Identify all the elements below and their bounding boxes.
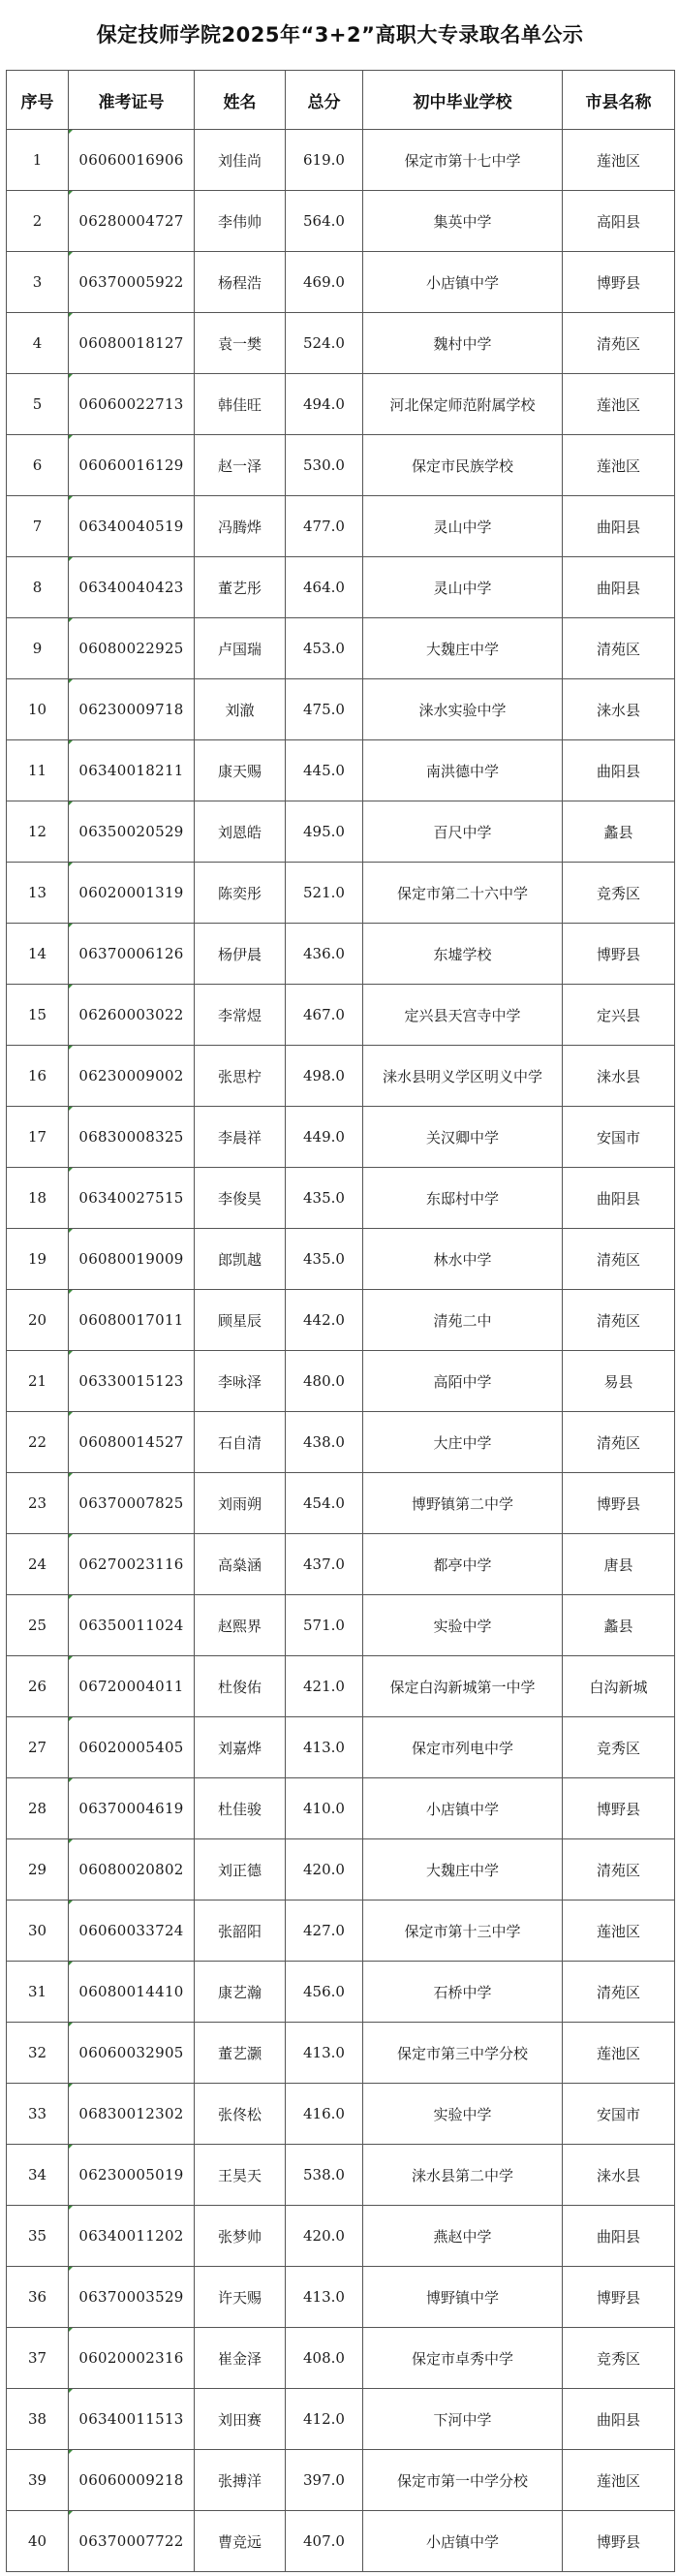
cell-name: 王昊天 (195, 2145, 286, 2206)
cell-name: 刘雨朔 (195, 1473, 286, 1534)
cell-district: 清苑区 (563, 1290, 675, 1351)
cell-district: 易县 (563, 1351, 675, 1412)
cell-district: 涞水县 (563, 1046, 675, 1107)
cell-middle-school: 下河中学 (363, 2389, 563, 2450)
table-row (7, 496, 675, 557)
cell-name: 高燊涵 (195, 1534, 286, 1595)
cell-district: 安国市 (563, 2084, 675, 2145)
table-row (7, 252, 675, 313)
cell-name: 陈奕彤 (195, 863, 286, 924)
cell-seq: 10 (7, 679, 69, 740)
cell-seq: 22 (7, 1412, 69, 1473)
cell-district: 清苑区 (563, 618, 675, 679)
cell-exam-number: 06340040519 (69, 496, 195, 557)
cell-middle-school: 实验中学 (363, 2084, 563, 2145)
cell-seq: 30 (7, 1901, 69, 1962)
table-body (7, 130, 675, 2572)
cell-district: 蠡县 (563, 801, 675, 863)
cell-middle-school: 灵山中学 (363, 496, 563, 557)
cell-middle-school: 涞水县第二中学 (363, 2145, 563, 2206)
cell-total-score: 498.0 (286, 1046, 363, 1107)
cell-middle-school: 都亭中学 (363, 1534, 563, 1595)
cell-seq: 24 (7, 1534, 69, 1595)
cell-seq: 3 (7, 252, 69, 313)
cell-middle-school: 保定市第三中学分校 (363, 2023, 563, 2084)
cell-district: 莲池区 (563, 435, 675, 496)
cell-middle-school: 保定市民族学校 (363, 435, 563, 496)
cell-middle-school: 保定市列电中学 (363, 1717, 563, 1778)
cell-district: 清苑区 (563, 313, 675, 374)
cell-total-score: 454.0 (286, 1473, 363, 1534)
cell-total-score: 410.0 (286, 1778, 363, 1839)
cell-middle-school: 保定白沟新城第一中学 (363, 1656, 563, 1717)
cell-middle-school: 灵山中学 (363, 557, 563, 618)
table-row (7, 1534, 675, 1595)
table-row (7, 1656, 675, 1717)
cell-name: 康艺瀚 (195, 1962, 286, 2023)
cell-seq: 16 (7, 1046, 69, 1107)
header-middle-school: 初中毕业学校 (363, 71, 563, 130)
cell-name: 石自清 (195, 1412, 286, 1473)
cell-total-score: 477.0 (286, 496, 363, 557)
cell-name: 袁一樊 (195, 313, 286, 374)
table-row (7, 924, 675, 985)
cell-exam-number: 06350011024 (69, 1595, 195, 1656)
cell-name: 顾星辰 (195, 1290, 286, 1351)
table-row (7, 2023, 675, 2084)
cell-middle-school: 林水中学 (363, 1229, 563, 1290)
cell-district: 曲阳县 (563, 2389, 675, 2450)
cell-exam-number: 06060016129 (69, 435, 195, 496)
table-row (7, 801, 675, 863)
cell-exam-number: 06370005922 (69, 252, 195, 313)
table-row (7, 1290, 675, 1351)
cell-total-score: 437.0 (286, 1534, 363, 1595)
cell-name: 刘恩皓 (195, 801, 286, 863)
cell-exam-number: 06350020529 (69, 801, 195, 863)
table-row (7, 2206, 675, 2267)
cell-name: 刘嘉烨 (195, 1717, 286, 1778)
table-row (7, 1351, 675, 1412)
cell-name: 张梦帅 (195, 2206, 286, 2267)
table-row (7, 2328, 675, 2389)
cell-seq: 35 (7, 2206, 69, 2267)
cell-middle-school: 涞水县明义学区明义中学 (363, 1046, 563, 1107)
cell-district: 蠡县 (563, 1595, 675, 1656)
cell-exam-number: 06330015123 (69, 1351, 195, 1412)
table-row (7, 1839, 675, 1901)
cell-total-score: 445.0 (286, 740, 363, 801)
cell-total-score: 475.0 (286, 679, 363, 740)
table-row (7, 985, 675, 1046)
cell-exam-number: 06340018211 (69, 740, 195, 801)
cell-middle-school: 大魏庄中学 (363, 1839, 563, 1901)
cell-total-score: 435.0 (286, 1168, 363, 1229)
table-header-row (7, 71, 675, 130)
table-row (7, 313, 675, 374)
cell-middle-school: 大庄中学 (363, 1412, 563, 1473)
cell-total-score: 530.0 (286, 435, 363, 496)
cell-total-score: 464.0 (286, 557, 363, 618)
cell-seq: 12 (7, 801, 69, 863)
cell-name: 许天赐 (195, 2267, 286, 2328)
cell-middle-school: 博野镇中学 (363, 2267, 563, 2328)
table-row (7, 1412, 675, 1473)
cell-total-score: 619.0 (286, 130, 363, 191)
cell-middle-school: 保定市第二十六中学 (363, 863, 563, 924)
cell-exam-number: 06370003529 (69, 2267, 195, 2328)
cell-name: 赵一泽 (195, 435, 286, 496)
cell-exam-number: 06830012302 (69, 2084, 195, 2145)
cell-middle-school: 保定市第一中学分校 (363, 2450, 563, 2511)
cell-middle-school: 博野镇第二中学 (363, 1473, 563, 1534)
cell-district: 博野县 (563, 1473, 675, 1534)
cell-middle-school: 清苑二中 (363, 1290, 563, 1351)
cell-district: 竞秀区 (563, 2328, 675, 2389)
cell-exam-number: 06020005405 (69, 1717, 195, 1778)
cell-exam-number: 06060009218 (69, 2450, 195, 2511)
cell-district: 莲池区 (563, 2023, 675, 2084)
cell-seq: 19 (7, 1229, 69, 1290)
cell-seq: 5 (7, 374, 69, 435)
cell-total-score: 521.0 (286, 863, 363, 924)
cell-exam-number: 06340027515 (69, 1168, 195, 1229)
table-row (7, 2389, 675, 2450)
cell-seq: 40 (7, 2511, 69, 2572)
cell-seq: 14 (7, 924, 69, 985)
cell-district: 曲阳县 (563, 1168, 675, 1229)
cell-total-score: 538.0 (286, 2145, 363, 2206)
cell-district: 白沟新城 (563, 1656, 675, 1717)
cell-exam-number: 06370004619 (69, 1778, 195, 1839)
cell-district: 莲池区 (563, 130, 675, 191)
cell-total-score: 413.0 (286, 1717, 363, 1778)
cell-total-score: 436.0 (286, 924, 363, 985)
cell-district: 曲阳县 (563, 557, 675, 618)
table-row (7, 2267, 675, 2328)
cell-name: 张搏洋 (195, 2450, 286, 2511)
cell-seq: 20 (7, 1290, 69, 1351)
cell-exam-number: 06830008325 (69, 1107, 195, 1168)
cell-middle-school: 保定市卓秀中学 (363, 2328, 563, 2389)
cell-exam-number: 06230005019 (69, 2145, 195, 2206)
cell-middle-school: 保定市第十七中学 (363, 130, 563, 191)
cell-name: 杨伊晨 (195, 924, 286, 985)
cell-name: 李咏泽 (195, 1351, 286, 1412)
cell-middle-school: 东墟学校 (363, 924, 563, 985)
cell-name: 董艺彤 (195, 557, 286, 618)
cell-total-score: 416.0 (286, 2084, 363, 2145)
table-row (7, 1168, 675, 1229)
cell-name: 曹竞远 (195, 2511, 286, 2572)
cell-seq: 15 (7, 985, 69, 1046)
cell-district: 竞秀区 (563, 1717, 675, 1778)
table-row (7, 1046, 675, 1107)
table-row (7, 2145, 675, 2206)
cell-middle-school: 小店镇中学 (363, 252, 563, 313)
cell-name: 杨程浩 (195, 252, 286, 313)
cell-name: 张佟松 (195, 2084, 286, 2145)
table-row (7, 618, 675, 679)
cell-total-score: 442.0 (286, 1290, 363, 1351)
cell-exam-number: 06060033724 (69, 1901, 195, 1962)
cell-seq: 31 (7, 1962, 69, 2023)
cell-middle-school: 石桥中学 (363, 1962, 563, 2023)
cell-name: 杜俊佑 (195, 1656, 286, 1717)
table-row (7, 2084, 675, 2145)
cell-district: 涞水县 (563, 679, 675, 740)
header-exam-number: 准考证号 (69, 71, 195, 130)
cell-middle-school: 集英中学 (363, 191, 563, 252)
table-row (7, 863, 675, 924)
cell-exam-number: 06230009002 (69, 1046, 195, 1107)
cell-district: 博野县 (563, 252, 675, 313)
cell-name: 刘田赛 (195, 2389, 286, 2450)
cell-middle-school: 大魏庄中学 (363, 618, 563, 679)
cell-name: 卢国瑞 (195, 618, 286, 679)
cell-total-score: 413.0 (286, 2023, 363, 2084)
cell-total-score: 524.0 (286, 313, 363, 374)
cell-middle-school: 实验中学 (363, 1595, 563, 1656)
header-district: 市县名称 (563, 71, 675, 130)
cell-total-score: 467.0 (286, 985, 363, 1046)
cell-middle-school: 魏村中学 (363, 313, 563, 374)
table-row (7, 1778, 675, 1839)
cell-seq: 9 (7, 618, 69, 679)
cell-name: 刘澈 (195, 679, 286, 740)
cell-total-score: 408.0 (286, 2328, 363, 2389)
cell-name: 刘佳尚 (195, 130, 286, 191)
header-seq: 序号 (7, 71, 69, 130)
cell-middle-school: 定兴县天宫寺中学 (363, 985, 563, 1046)
cell-middle-school: 河北保定师范附属学校 (363, 374, 563, 435)
cell-seq: 6 (7, 435, 69, 496)
table-row (7, 1107, 675, 1168)
cell-seq: 32 (7, 2023, 69, 2084)
cell-seq: 17 (7, 1107, 69, 1168)
cell-exam-number: 06080022925 (69, 618, 195, 679)
admission-table (6, 70, 675, 2572)
table-row (7, 2450, 675, 2511)
cell-name: 刘正德 (195, 1839, 286, 1901)
cell-seq: 4 (7, 313, 69, 374)
cell-exam-number: 06060032905 (69, 2023, 195, 2084)
cell-seq: 25 (7, 1595, 69, 1656)
cell-seq: 8 (7, 557, 69, 618)
cell-middle-school: 南洪德中学 (363, 740, 563, 801)
cell-name: 冯腾烨 (195, 496, 286, 557)
cell-district: 涞水县 (563, 2145, 675, 2206)
cell-total-score: 435.0 (286, 1229, 363, 1290)
table-row (7, 740, 675, 801)
cell-exam-number: 06060016906 (69, 130, 195, 191)
cell-name: 郎凯越 (195, 1229, 286, 1290)
cell-exam-number: 06260003022 (69, 985, 195, 1046)
cell-middle-school: 关汉卿中学 (363, 1107, 563, 1168)
cell-district: 安国市 (563, 1107, 675, 1168)
cell-name: 张韶阳 (195, 1901, 286, 1962)
cell-exam-number: 06080018127 (69, 313, 195, 374)
cell-middle-school: 涞水实验中学 (363, 679, 563, 740)
cell-name: 李晨祥 (195, 1107, 286, 1168)
cell-district: 博野县 (563, 2511, 675, 2572)
cell-name: 杜佳骏 (195, 1778, 286, 1839)
cell-total-score: 449.0 (286, 1107, 363, 1168)
cell-name: 康天赐 (195, 740, 286, 801)
cell-seq: 27 (7, 1717, 69, 1778)
table-row (7, 1901, 675, 1962)
header-total-score: 总分 (286, 71, 363, 130)
cell-name: 张思柠 (195, 1046, 286, 1107)
cell-total-score: 564.0 (286, 191, 363, 252)
cell-seq: 26 (7, 1656, 69, 1717)
cell-seq: 13 (7, 863, 69, 924)
cell-district: 莲池区 (563, 1901, 675, 1962)
cell-seq: 23 (7, 1473, 69, 1534)
cell-district: 曲阳县 (563, 740, 675, 801)
table-row (7, 1473, 675, 1534)
cell-seq: 28 (7, 1778, 69, 1839)
document-title: 保定技师学院2025年“3+2”高职大专录取名单公示 (96, 23, 584, 47)
cell-district: 清苑区 (563, 1839, 675, 1901)
cell-district: 清苑区 (563, 1229, 675, 1290)
table-row (7, 1595, 675, 1656)
cell-total-score: 494.0 (286, 374, 363, 435)
cell-exam-number: 06270023116 (69, 1534, 195, 1595)
cell-name: 赵熙界 (195, 1595, 286, 1656)
cell-seq: 38 (7, 2389, 69, 2450)
cell-district: 高阳县 (563, 191, 675, 252)
cell-exam-number: 06080014410 (69, 1962, 195, 2023)
cell-exam-number: 06720004011 (69, 1656, 195, 1717)
cell-seq: 33 (7, 2084, 69, 2145)
cell-exam-number: 06340011513 (69, 2389, 195, 2450)
cell-total-score: 480.0 (286, 1351, 363, 1412)
cell-total-score: 495.0 (286, 801, 363, 863)
cell-district: 博野县 (563, 924, 675, 985)
table-row (7, 2511, 675, 2572)
cell-middle-school: 百尺中学 (363, 801, 563, 863)
cell-district: 定兴县 (563, 985, 675, 1046)
table-row (7, 1962, 675, 2023)
cell-seq: 7 (7, 496, 69, 557)
cell-total-score: 438.0 (286, 1412, 363, 1473)
cell-district: 清苑区 (563, 1412, 675, 1473)
cell-total-score: 427.0 (286, 1901, 363, 1962)
cell-exam-number: 06080019009 (69, 1229, 195, 1290)
cell-total-score: 413.0 (286, 2267, 363, 2328)
cell-exam-number: 06020001319 (69, 863, 195, 924)
cell-seq: 11 (7, 740, 69, 801)
cell-exam-number: 06080014527 (69, 1412, 195, 1473)
cell-total-score: 456.0 (286, 1962, 363, 2023)
cell-district: 清苑区 (563, 1962, 675, 2023)
cell-middle-school: 小店镇中学 (363, 2511, 563, 2572)
cell-seq: 29 (7, 1839, 69, 1901)
table-row (7, 557, 675, 618)
cell-district: 博野县 (563, 1778, 675, 1839)
cell-total-score: 420.0 (286, 2206, 363, 2267)
cell-total-score: 412.0 (286, 2389, 363, 2450)
cell-middle-school: 高陌中学 (363, 1351, 563, 1412)
cell-total-score: 420.0 (286, 1839, 363, 1901)
cell-name: 崔金泽 (195, 2328, 286, 2389)
cell-exam-number: 06370006126 (69, 924, 195, 985)
cell-total-score: 469.0 (286, 252, 363, 313)
table-row (7, 191, 675, 252)
cell-district: 竞秀区 (563, 863, 675, 924)
cell-district: 莲池区 (563, 2450, 675, 2511)
cell-district: 曲阳县 (563, 2206, 675, 2267)
table-row (7, 374, 675, 435)
cell-seq: 37 (7, 2328, 69, 2389)
cell-total-score: 407.0 (286, 2511, 363, 2572)
table-row (7, 435, 675, 496)
table-row (7, 1717, 675, 1778)
cell-exam-number: 06280004727 (69, 191, 195, 252)
cell-district: 莲池区 (563, 374, 675, 435)
cell-exam-number: 06080020802 (69, 1839, 195, 1901)
cell-exam-number: 06340011202 (69, 2206, 195, 2267)
cell-middle-school: 小店镇中学 (363, 1778, 563, 1839)
cell-district: 曲阳县 (563, 496, 675, 557)
cell-total-score: 421.0 (286, 1656, 363, 1717)
cell-total-score: 397.0 (286, 2450, 363, 2511)
cell-exam-number: 06370007825 (69, 1473, 195, 1534)
cell-seq: 21 (7, 1351, 69, 1412)
cell-seq: 1 (7, 130, 69, 191)
cell-exam-number: 06230009718 (69, 679, 195, 740)
cell-district: 博野县 (563, 2267, 675, 2328)
cell-seq: 2 (7, 191, 69, 252)
header-name: 姓名 (195, 71, 286, 130)
cell-exam-number: 06340040423 (69, 557, 195, 618)
cell-total-score: 453.0 (286, 618, 363, 679)
cell-exam-number: 06020002316 (69, 2328, 195, 2389)
cell-name: 董艺灏 (195, 2023, 286, 2084)
cell-name: 李常煜 (195, 985, 286, 1046)
cell-name: 李伟帅 (195, 191, 286, 252)
cell-middle-school: 燕赵中学 (363, 2206, 563, 2267)
cell-middle-school: 保定市第十三中学 (363, 1901, 563, 1962)
cell-name: 李俊昊 (195, 1168, 286, 1229)
table-row (7, 130, 675, 191)
cell-name: 韩佳旺 (195, 374, 286, 435)
cell-seq: 39 (7, 2450, 69, 2511)
cell-exam-number: 06370007722 (69, 2511, 195, 2572)
cell-seq: 18 (7, 1168, 69, 1229)
cell-exam-number: 06060022713 (69, 374, 195, 435)
cell-district: 唐县 (563, 1534, 675, 1595)
cell-seq: 36 (7, 2267, 69, 2328)
cell-total-score: 571.0 (286, 1595, 363, 1656)
cell-seq: 34 (7, 2145, 69, 2206)
cell-middle-school: 东邸村中学 (363, 1168, 563, 1229)
cell-exam-number: 06080017011 (69, 1290, 195, 1351)
table-row (7, 1229, 675, 1290)
table-row (7, 679, 675, 740)
